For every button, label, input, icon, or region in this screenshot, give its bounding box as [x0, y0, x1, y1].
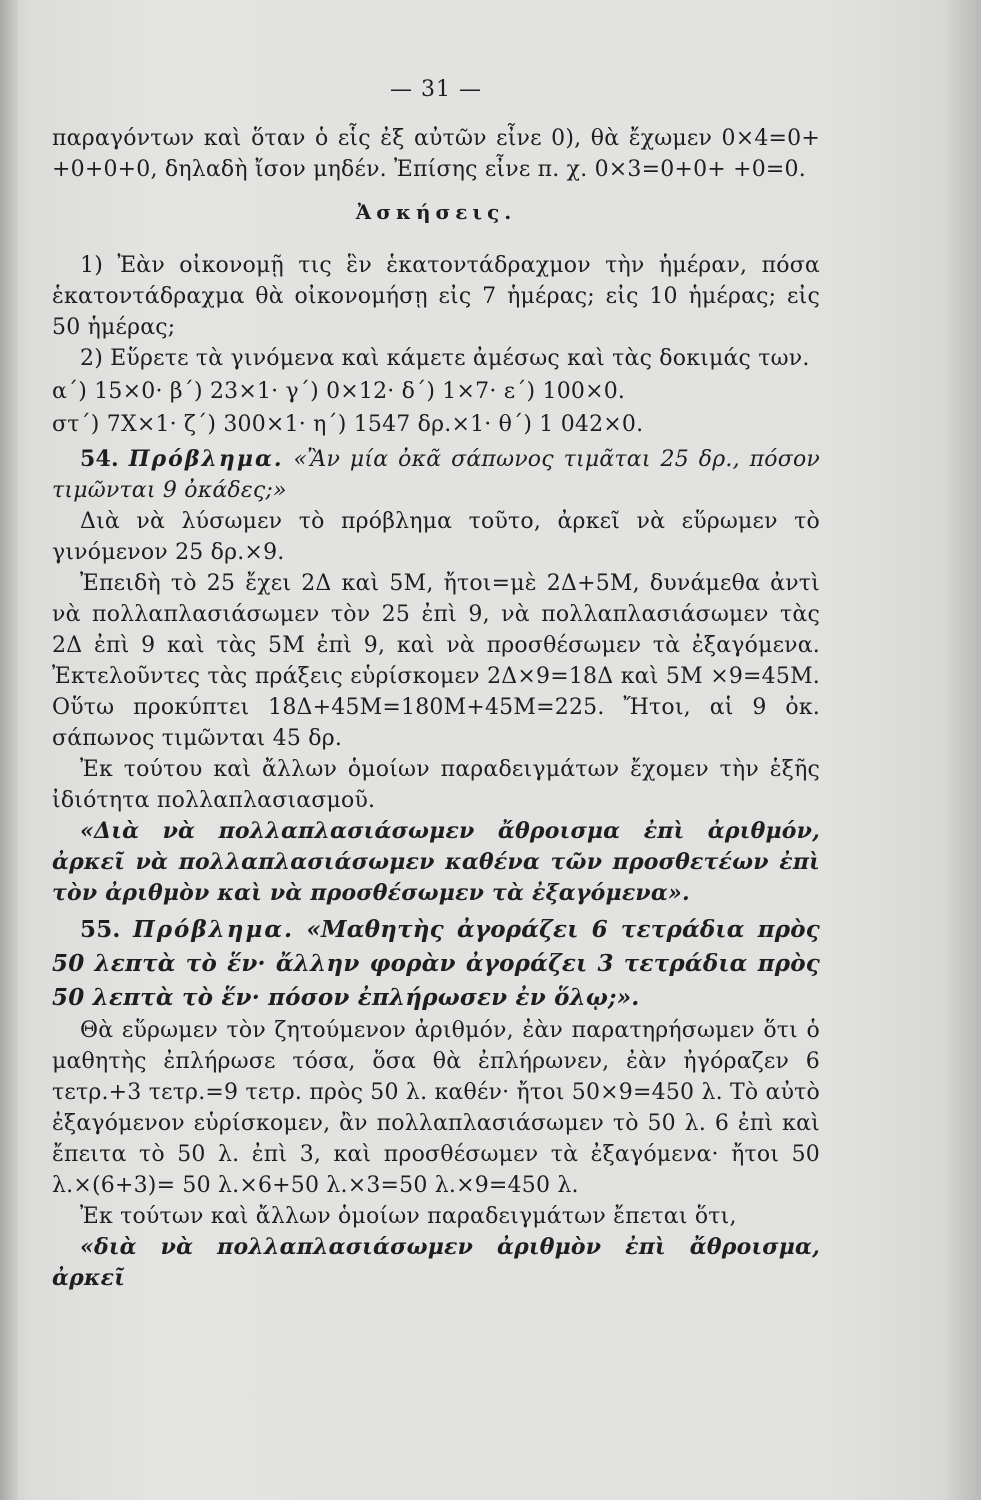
exercise-2-line-a: α΄) 15×0· β΄) 23×1· γ΄) 0×12· δ΄) 1×7· ε΄) 100×0.	[52, 379, 626, 404]
exercise-2-line-b: στ΄) 7X×1· ζ΄) 300×1· η΄) 1547 δρ.×1· θ΄) 1 042×0.	[52, 412, 644, 437]
problem-54-heading: Πρόβλημα.	[128, 446, 284, 472]
page-text-block	[52, 74, 820, 1294]
problem-54-paragraph-1: Διὰ νὰ λύσωμεν τὸ πρόβλημα τοῦτο, ἀρκεῖ νὰ εὕρωμεν τὸ γινόμενον 25 δρ.×9.	[52, 509, 820, 565]
problem-54-number: 54.	[80, 446, 119, 472]
problem-54-rule: «Διὰ νὰ πολλαπλασιάσωμεν ἄθροισμα ἐπὶ ἀριθμόν, ἀρκεῖ νὰ πολλαπλασιάσωμεν καθένα τῶν προσθετέων ἐπὶ τὸν ἀριθμὸν καὶ νὰ προσθέσωμεν τὰ ἐξαγόμενα».	[52, 818, 820, 906]
problem-54-paragraph-3: Ἐκ τούτου καὶ ἄλλων ὁμοίων παραδειγμάτων ἔχομεν τὴν ἑξῆς ἰδιότητα πολλαπλασιασμοῦ.	[52, 757, 820, 813]
problem-54-statement	[52, 444, 820, 506]
exercise-2: 2) Εὕρετε τὰ γινόμενα καὶ κάμετε ἀμέσως καὶ τὰς δοκιμάς των.	[80, 346, 810, 371]
exercises-heading: Ἀσκήσεις.	[355, 200, 517, 224]
exercise-1: 1) Ἐὰν οἰκονομῇ τις ἓν ἑκατοντάδραχμον τὴν ἡμέραν, πόσα ἑκατοντάδραχμα θὰ οἰκονομήσῃ εἰς 7 ἡμέρας; εἰς 10 ἡμέρας; εἰς 50 ἡμέρας;	[52, 253, 820, 340]
problem-55-question: «Μαθητὴς ἀγοράζει 6 τετράδια πρὸς 50 λεπτὰ τὸ ἕν· ἄλλην φορὰν ἀγοράζει 3 τετράδια πρὸς 50 λεπτὰ τὸ ἕν· πόσον ἐπλήρωσεν ἐν ὅλῳ;».	[52, 916, 820, 1011]
problem-55-paragraph-2: Ἐκ τούτων καὶ ἄλλων ὁμοίων παραδειγμάτων ἔπεται ὅτι,	[80, 1204, 737, 1229]
book-spine-shadow	[0, 0, 18, 1500]
problem-55-rule-start: «διὰ νὰ πολλαπλασιάσωμεν ἀριθμὸν ἐπὶ ἄθροισμα, ἀρκεῖ	[52, 1234, 820, 1291]
problem-55-number: 55.	[80, 916, 121, 943]
problem-55-statement	[52, 913, 820, 1015]
page-number: — 31 —	[390, 77, 482, 102]
problem-54-question: «Ἂν μία ὀκᾶ σάπωνος τιμᾶται 25 δρ., πόσον τιμῶνται 9 ὀκάδες;»	[52, 447, 820, 503]
problem-55-paragraph-1: Θὰ εὕρωμεν τὸν ζητούμενον ἀριθμόν, ἐὰν παρατηρήσωμεν ὅτι ὁ μαθητὴς ἐπλήρωσε τόσα, ὅσα θὰ ἐπλήρωνεν, ἐὰν ἠγόραζεν 6 τετρ.+3 τετρ.=9 τετρ. πρὸς 50 λ. καθέν· ἤτοι 50×9=450 λ. Τὸ αὐτὸ ἐξαγόμενον εὑρίσκομεν, ἂν πολλαπλασιάσωμεν τὸ 50 λ. 6 ἐπὶ καὶ ἔπειτα τὸ 50 λ. ἐπὶ 3, καὶ προσθέσωμεν τὰ ἐξαγόμενα· ἤτοι 50 λ.×(6+3)= 50 λ.×6+50 λ.×3=50 λ.×9=450 λ.	[52, 1018, 820, 1198]
problem-55-heading: Πρόβλημα.	[133, 916, 295, 943]
intro-paragraph: παραγόντων καὶ ὅταν ὁ εἷς ἐξ αὐτῶν εἶνε 0), θὰ ἔχωμεν 0×4=0+ +0+0+0, δηλαδὴ ἴσον μηδέν. Ἐπίσης εἶνε π. χ. 0×3=0+0+ +0=0.	[52, 126, 820, 182]
problem-54-paragraph-2: Ἐπειδὴ τὸ 25 ἔχει 2Δ καὶ 5Μ, ἤτοι=μὲ 2Δ+5Μ, δυνάμεθα ἀντὶ νὰ πολλαπλασιάσωμεν τὸν 25 ἐπὶ 9, νὰ πολλαπλασιάσωμεν τὰς 2Δ ἐπὶ 9 καὶ τὰς 5Μ ἐπὶ 9, καὶ νὰ προσθέσωμεν τὰ ἐξαγόμενα. Ἐκτελοῦντες τὰς πράξεις εὑρίσκομεν 2Δ×9=18Δ καὶ 5Μ ×9=45Μ. Οὕτω προκύπτει 18Δ+45Μ=180Μ+45Μ=225. Ἤτοι, αἱ 9 ὀκ. σάπωνος τιμῶνται 45 δρ.	[52, 571, 820, 751]
